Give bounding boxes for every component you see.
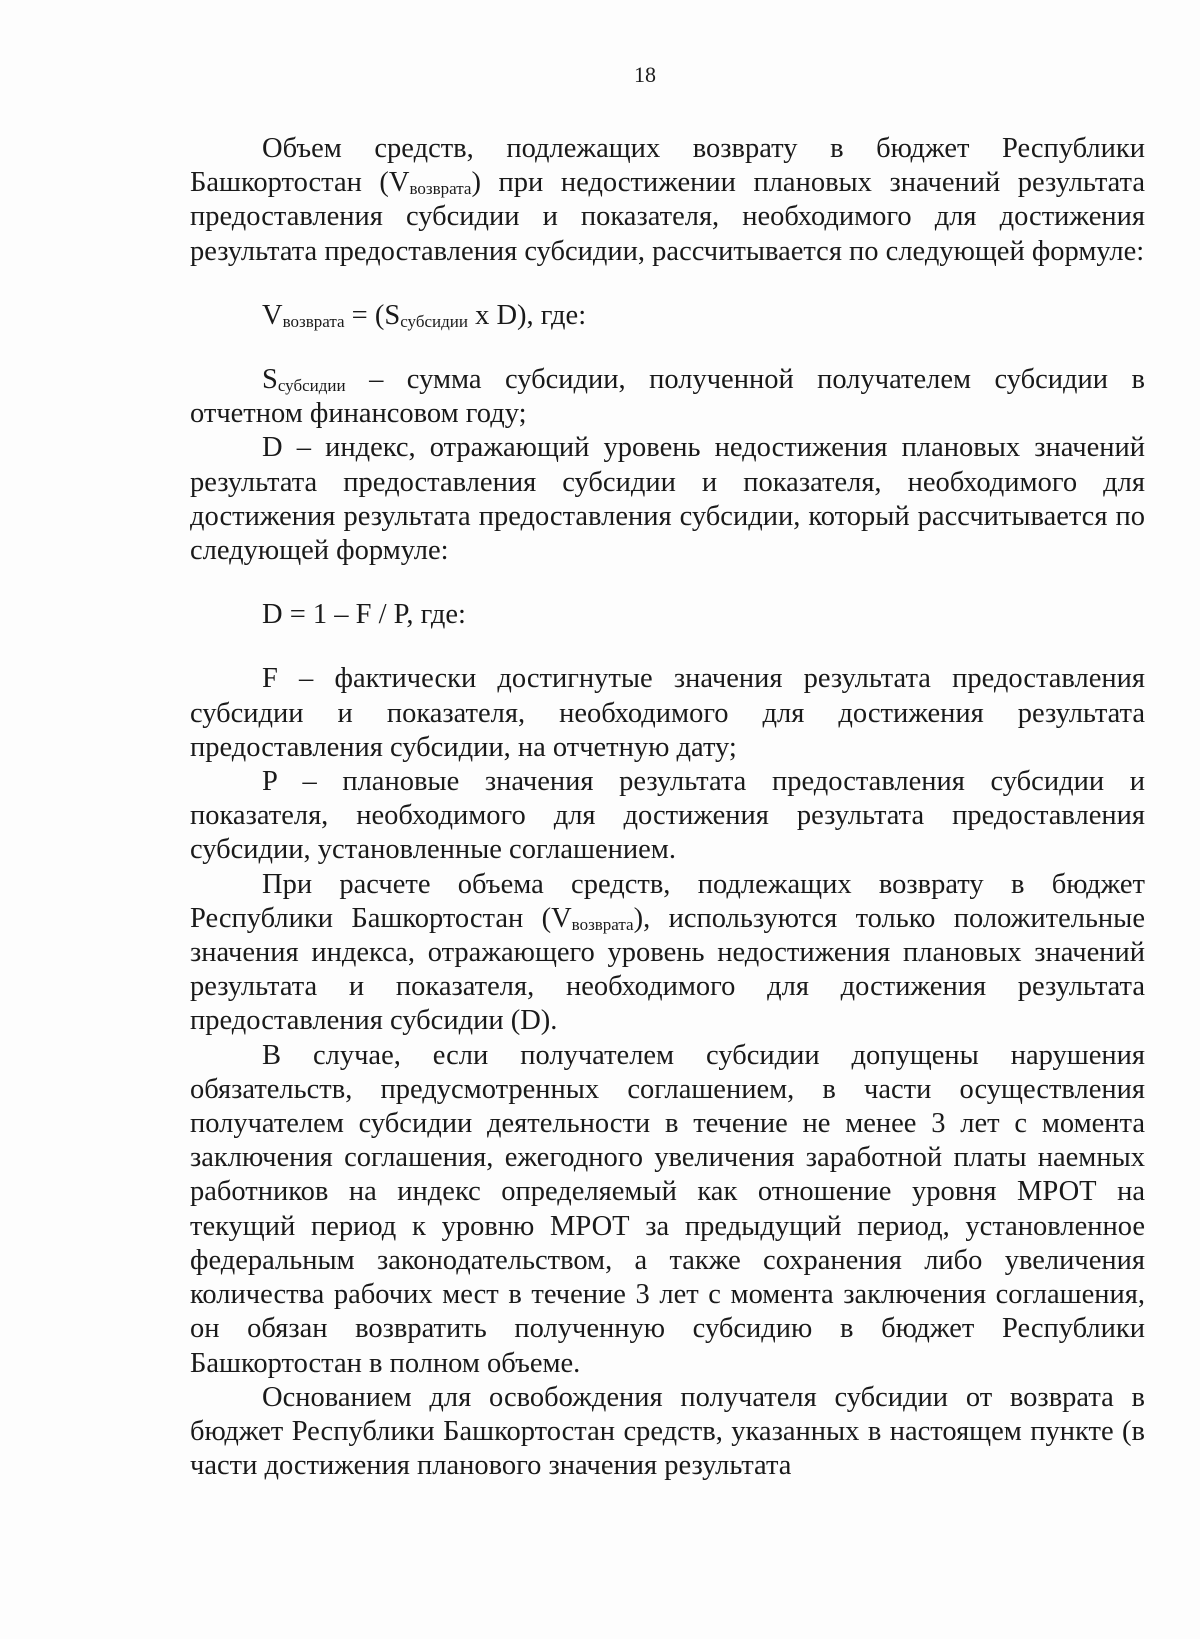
subscript: возврата	[571, 914, 634, 934]
subscript: возврата	[409, 179, 472, 199]
text-segment: ) при недостижении плановых значений результата предоставления субсидии и показателя, необходимого для достижения результата предоставления субсидии, рассчитывается по следующей формуле:	[190, 167, 1145, 267]
text-segment: – сумма субсидии, полученной получателем субсидии в отчетном финансовом году;	[190, 364, 1145, 430]
subscript: субсидии	[277, 376, 346, 396]
formula-symbol: S	[262, 364, 278, 396]
definition-p: P – плановые значения результата предоставления субсидии и показателя, необходимого для достижения результата предоставления субсидии, установленные соглашением.	[190, 766, 1145, 866]
definition-d: D – индекс, отражающий уровень недостижения плановых значений результата предоставления субсидии и показателя, необходимого для достижения результата предоставления субсидии, который рассчитывается по следующей формуле:	[190, 432, 1145, 567]
text-segment: Объем средств, подлежащих возврату в бюджет Республики Башкортостан (V	[190, 133, 1145, 199]
subscript: возврата	[282, 311, 345, 331]
formula-symbol: V	[262, 299, 283, 331]
paragraph-basis: Основанием для освобождения получателя субсидии от возврата в бюджет Республики Башкортостан средств, указанных в настоящем пункте (в части достижения планового значения результата	[190, 1381, 1145, 1482]
subscript: субсидии	[400, 311, 468, 331]
formula-symbol: = (S	[344, 299, 401, 331]
page-number: 18	[634, 62, 656, 87]
formula-d: D = 1 – F / P, где:	[262, 599, 466, 631]
document-body	[190, 132, 1145, 1483]
formula-refund	[190, 299, 1145, 333]
text-segment: ), используются только положительные значения индекса, отражающего уровень недостижения плановых значений результата и показателя, необходимого для достижения результата предоставления субсидии (D).	[190, 902, 1145, 1037]
text-segment: При расчете объема средств, подлежащих возврату в бюджет Республики Башкортостан (V	[190, 868, 1145, 934]
definition-f: F – фактически достигнутые значения результата предоставления субсидии и показателя, необходимого для достижения результата предоставления субсидии, на отчетную дату;	[190, 663, 1145, 763]
definition-s	[190, 363, 1145, 431]
paragraph-violation: В случае, если получателем субсидии допущены нарушения обязательств, предусмотренных соглашением, в части осуществления получателем субсидии деятельности в течение не менее 3 лет с момента заключения соглашения, ежегодного увеличения заработной платы наемных работников на индекс определяемый как отношение уровня МРОТ на текущий период к уровню МРОТ за предыдущий период, установленное федеральным законодательством, а также сохранения либо увеличения количества рабочих мест в течение 3 лет с момента заключения соглашения, он обязан возвратить полученную субсидию в бюджет Республики Башкортостан в полном объеме.	[190, 1039, 1145, 1379]
paragraph-calculation	[190, 868, 1145, 1039]
formula-symbol: x D), где:	[467, 299, 587, 331]
paragraph-refund-volume	[190, 132, 1145, 269]
